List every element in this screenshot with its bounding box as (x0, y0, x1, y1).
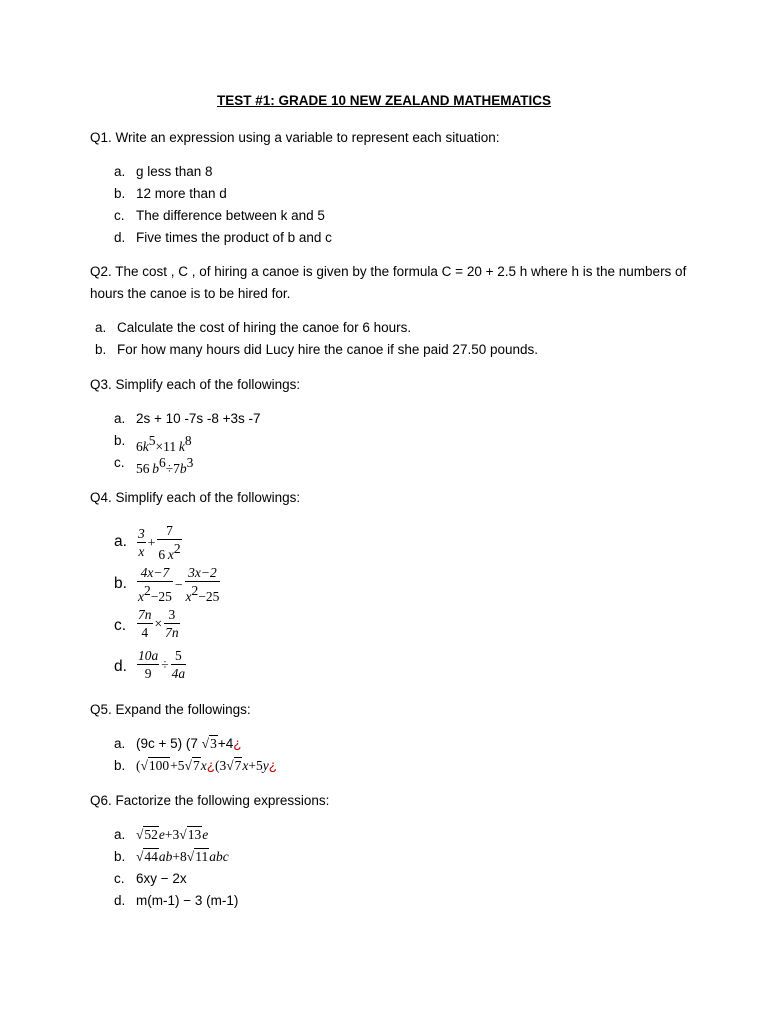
list-marker: b. (114, 575, 127, 592)
list-marker: c. (114, 871, 125, 886)
term: +5 (170, 758, 185, 773)
invalid-character: ¿ (206, 758, 215, 773)
fraction (137, 607, 153, 641)
fraction-expression (136, 523, 183, 563)
fraction (171, 648, 187, 682)
q3-prompt: Q3. Simplify each of the followings: (90, 377, 301, 392)
q1-prompt: Q1. Write an expression using a variable to represent each situation: (90, 130, 500, 145)
term: +8 (172, 849, 187, 864)
variable: x (138, 589, 144, 604)
term: −25 (150, 589, 172, 604)
numerator: 4x−7 (137, 565, 173, 582)
denominator: 7n (165, 625, 179, 640)
variable: b (179, 461, 187, 476)
operator: × (155, 439, 164, 454)
radicand: 52 (144, 827, 158, 842)
list-marker: b. (114, 186, 126, 201)
list-text: g less than 8 (136, 164, 213, 179)
coefficient: 6 (136, 439, 143, 454)
math-expression (136, 846, 229, 868)
variable: x (167, 547, 174, 562)
math-expression (136, 733, 241, 755)
variable: b (152, 461, 159, 476)
radicand: 100 (148, 758, 170, 773)
fraction (137, 648, 159, 682)
exponent: 2 (191, 583, 199, 598)
list-text: Calculate the cost of hiring the canoe for 6 hours. (117, 320, 412, 335)
fraction (157, 523, 181, 563)
invalid-character: ¿ (268, 758, 278, 773)
fraction (137, 565, 173, 605)
radicand: 44 (144, 849, 158, 864)
denominator (137, 582, 173, 605)
coefficient: 7 (173, 461, 180, 476)
fraction-expression (136, 648, 187, 682)
term: +3 (164, 827, 180, 842)
term: (9c + 5) (7 (136, 736, 202, 751)
math-expression (136, 452, 193, 480)
term: +4 (217, 736, 234, 751)
math-expression (136, 755, 277, 777)
numerator: 10a (138, 648, 159, 663)
exponent: 3 (186, 455, 194, 470)
variable: k (142, 439, 149, 454)
square-root: √7 (184, 758, 200, 773)
q6-prompt: Q6. Factorize the following expressions: (90, 793, 330, 808)
list-marker: a. (114, 827, 126, 842)
radicand: 13 (187, 827, 202, 842)
numerator: 7 (157, 523, 181, 540)
list-text: The difference between k and 5 (136, 208, 325, 223)
variable: x (185, 589, 192, 604)
operator: ÷ (165, 461, 174, 476)
denominator (185, 582, 221, 605)
coefficient: 11 (163, 439, 177, 454)
square-root: √52 (136, 827, 158, 842)
list-text: m(m-1) − 3 (m-1) (136, 893, 239, 908)
list-marker: d. (114, 893, 126, 908)
square-root: √7 (226, 758, 242, 773)
denominator: 9 (144, 666, 152, 681)
list-marker: c. (114, 617, 127, 634)
list-text: For how many hours did Lucy hire the canoe if she paid 27.50 pounds. (117, 342, 539, 357)
square-root: √11 (186, 849, 209, 864)
numerator: 3x−2 (185, 565, 221, 582)
exponent: 5 (148, 433, 156, 448)
radicand: 7 (192, 758, 200, 773)
denominator (157, 540, 181, 563)
numerator: 3 (164, 607, 180, 624)
fraction-expression (136, 565, 221, 605)
q4-prompt: Q4. Simplify each of the followings: (90, 490, 301, 505)
numerator: 7n (138, 607, 152, 622)
variable: abc (209, 849, 229, 864)
term: (3 (214, 758, 227, 773)
q2-prompt: Q2. The cost , C , of hiring a canoe is given by the formula C = 20 + 2.5 h where h is the numbers of hours the canoe is to be hired for. (90, 264, 687, 301)
list-marker: a. (114, 736, 126, 751)
list-text: 2s + 10 -7s -8 +3s -7 (136, 411, 261, 426)
term: −25 (198, 589, 220, 604)
term: +5 (248, 758, 263, 773)
operator: × (154, 616, 163, 631)
list-text: 6xy − 2x (136, 871, 187, 886)
denominator: 4a (171, 666, 186, 681)
coefficient: 56 (136, 461, 150, 476)
document-title: TEST #1: GRADE 10 NEW ZEALAND MATHEMATICS (216, 93, 551, 108)
square-root: √3 (201, 736, 217, 751)
exponent: 8 (184, 433, 192, 448)
square-root: √100 (140, 758, 170, 773)
denominator: x (138, 544, 145, 559)
list-marker: c. (114, 208, 125, 223)
denominator: 4 (141, 625, 149, 640)
radicand: 11 (195, 849, 209, 864)
numerator: 5 (171, 648, 187, 665)
radicand: 3 (210, 736, 217, 751)
numerator: 3 (138, 526, 145, 541)
list-marker: b. (114, 433, 126, 448)
list-marker: d. (114, 658, 127, 675)
list-marker: b. (114, 758, 126, 773)
list-marker: a. (114, 164, 126, 179)
variable: x (200, 758, 207, 773)
coefficient: 6 (158, 547, 166, 562)
list-marker: a. (114, 411, 126, 426)
variable: y (262, 758, 269, 773)
operator: ÷ (161, 657, 169, 672)
list-marker: a. (114, 533, 127, 550)
fraction (185, 565, 221, 605)
square-root: √44 (136, 849, 158, 864)
variable: e (158, 827, 165, 842)
fraction (137, 526, 146, 560)
variable: k (178, 439, 185, 454)
fraction-expression (136, 607, 181, 641)
list-marker: b. (114, 849, 126, 864)
variable: ab (158, 849, 173, 864)
term: ( (136, 758, 141, 773)
radicand: 7 (234, 758, 242, 773)
variable: x (242, 758, 249, 773)
list-text: 12 more than d (136, 186, 227, 201)
list-marker: a. (95, 320, 107, 335)
square-root: √13 (179, 827, 202, 842)
operator: + (147, 535, 156, 550)
exponent: 2 (173, 541, 181, 556)
operator: − (174, 577, 183, 592)
list-text: Five times the product of b and c (136, 230, 332, 245)
exponent: 2 (144, 583, 151, 598)
exponent: 6 (158, 455, 166, 470)
list-marker: b. (95, 342, 107, 357)
invalid-character: ¿ (233, 736, 242, 751)
math-expression (136, 824, 208, 846)
fraction (164, 607, 180, 641)
list-marker: d. (114, 230, 126, 245)
q5-prompt: Q5. Expand the followings: (90, 702, 251, 717)
variable: e (202, 827, 209, 842)
list-marker: c. (114, 455, 125, 470)
